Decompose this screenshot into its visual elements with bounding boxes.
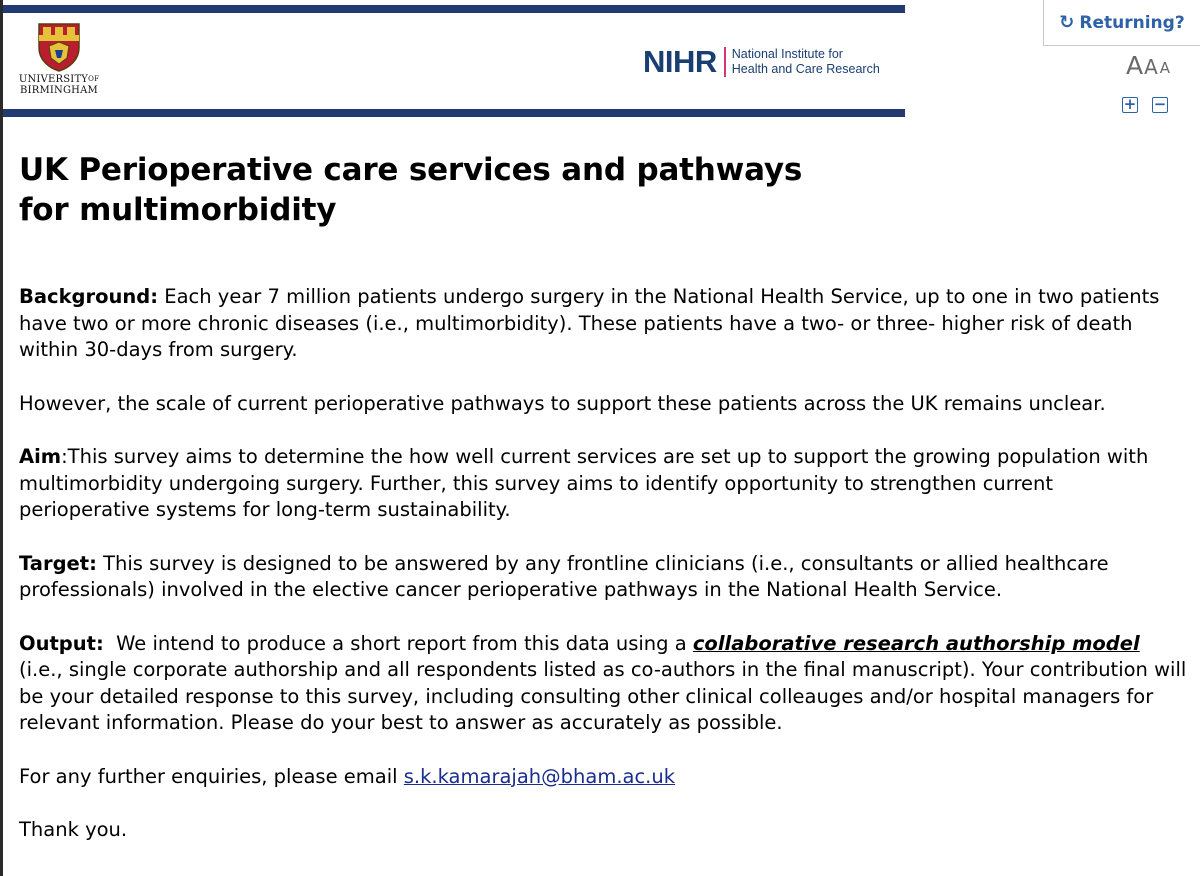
aim-text: :This survey aims to determine the how well current services are set up to support the growing population with multimorbidity undergoing surgery. Further, this survey aims to identify opportunity to strengthen current perioperative systems for long-term sustainability. [19, 445, 1149, 521]
aim-paragraph [19, 444, 1189, 524]
university-logo [13, 22, 105, 100]
aim-label: Aim [19, 445, 62, 468]
page-title: UK Perioperative care services and pathways for multimorbidity [19, 152, 803, 228]
output-text-before: We intend to produce a short report from this data using a [103, 631, 693, 655]
returning-label: Returning? [1079, 12, 1185, 33]
background-text: Each year 7 million patients undergo surgery in the National Health Service, up to one in two patients have two or more chronic diseases (i.e., multimorbidity). These patients have a two- or three- higher risk of death within 30-days from surgery. [19, 285, 1160, 361]
university-name-line1: UNIVERSITY [18, 74, 89, 85]
zoom-out-icon[interactable]: − [1153, 95, 1167, 113]
contact-email-link[interactable]: s.k.kamarajah@bham.ac.uk [403, 764, 676, 788]
refresh-icon: ↻ [1059, 12, 1075, 33]
zoom-in-icon[interactable]: + [1123, 95, 1137, 113]
nihr-mark: NIHR [643, 44, 717, 79]
university-name-line2: BIRMINGHAM [20, 85, 98, 96]
font-size-large-button[interactable]: A [1125, 51, 1144, 80]
output-text-after: (i.e., single corporate authorship and all respondents listed as co-authors in the final manuscript). Your contribution will be your detailed response to this survey, including consulting other clinical colleauges and/or hospital managers for relevant information. Please do your best to answer as accurately as possible. [19, 658, 1187, 734]
output-label: Output: [19, 631, 104, 655]
target-label: Target: [19, 551, 97, 575]
collaborative-authorship-link[interactable]: collaborative research authorship model [692, 631, 1140, 655]
however-paragraph: However, the scale of current perioperative pathways to support these patients across the UK remains unclear. [19, 391, 1106, 415]
background-paragraph [19, 284, 1189, 364]
nihr-logo [643, 45, 880, 79]
enquiries-paragraph [19, 764, 1189, 791]
university-name [13, 74, 105, 96]
nihr-name-line1: National Institute for [731, 47, 843, 61]
target-text: This survey is designed to be answered by any frontline clinicians (i.e., consultants or allied healthcare professionals) involved in the elective cancer perioperative pathways in the National Health Service. [19, 551, 1109, 601]
university-crest-icon [37, 22, 81, 72]
nihr-name-line2: Health and Care Research [731, 62, 880, 76]
thanks-paragraph: Thank you. [19, 818, 128, 841]
zoom-controls [1122, 97, 1168, 113]
banner-top-bar [3, 5, 905, 13]
left-border [0, 0, 3, 876]
nihr-separator [724, 47, 726, 77]
header-banner [3, 0, 905, 118]
background-label: Background: [19, 285, 159, 308]
banner-bottom-bar [3, 109, 905, 117]
font-size-controls [1118, 52, 1178, 80]
survey-intro [19, 150, 1189, 871]
font-size-medium-button[interactable]: A [1144, 55, 1158, 79]
survey-description [19, 284, 1189, 844]
font-size-small-button[interactable]: A [1159, 59, 1171, 77]
returning-button[interactable] [1043, 0, 1200, 46]
output-paragraph [19, 631, 1189, 737]
nihr-full-name [732, 47, 880, 77]
target-paragraph [19, 551, 1189, 604]
enquiries-text: For any further enquiries, please email [19, 764, 404, 788]
university-name-suffix: OF [88, 75, 100, 83]
